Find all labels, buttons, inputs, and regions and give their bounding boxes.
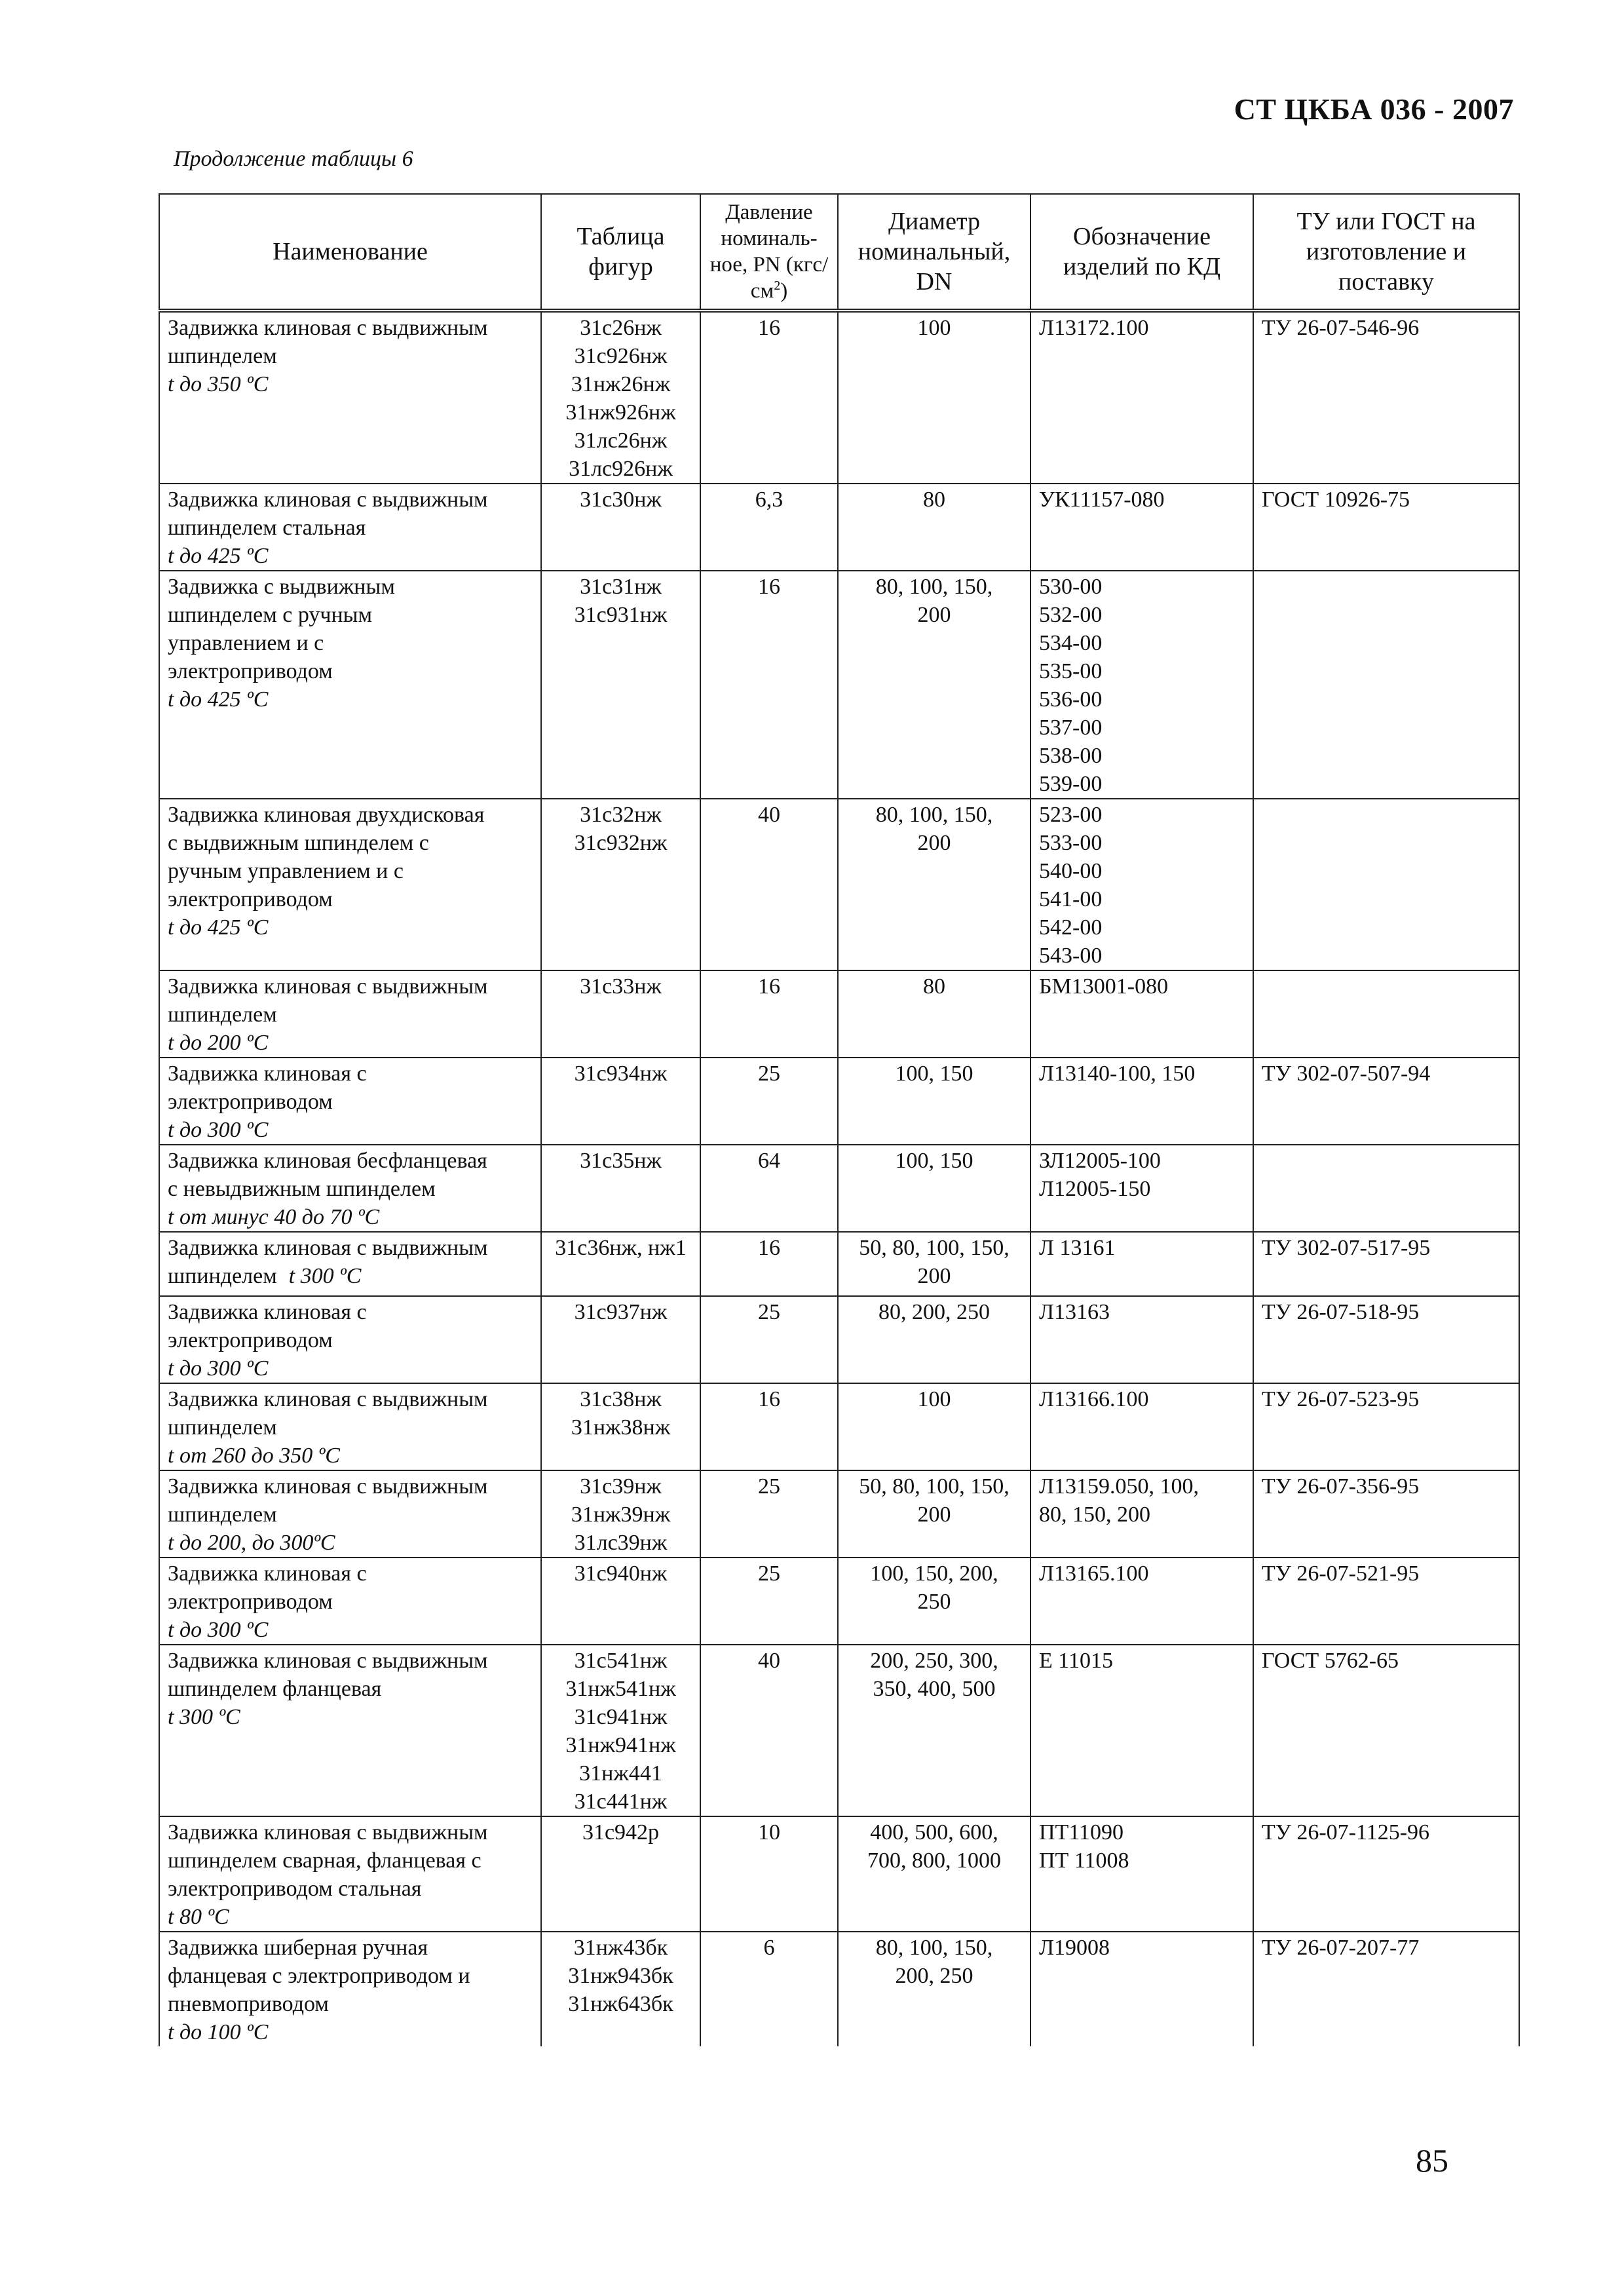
temperature-note: t до 350 ºC [168,372,269,396]
designation-line: 537-00 [1039,716,1103,740]
designation-line: УК11157-080 [1039,488,1165,512]
name-line: Задвижка клиновая с выдвижным [168,1387,488,1411]
cell-diameter [838,571,1030,799]
temperature-note: t от минус 40 до 70 ºC [168,1205,380,1229]
cell-diameter [838,970,1030,1058]
cell-name [159,1383,541,1470]
figure-code: 31с30нж [580,488,662,512]
cell-pressure: 25 [700,1296,838,1383]
diameter-line: 100, 150 [895,1062,973,1086]
figure-code: 31с39нж [580,1474,662,1499]
diameter-line: 80, 100, 150, [875,803,993,827]
name-line: шпинделем [168,1502,277,1527]
cell-diameter [838,311,1030,484]
designation-line: ПТ11090 [1039,1820,1124,1845]
cell-designation [1030,1232,1253,1296]
temperature-note: t до 100 ºC [168,2020,269,2044]
name-line: фланцевая с электроприводом и [168,1964,470,1988]
cell-name [159,1816,541,1932]
figure-code: 31нж441 [579,1761,662,1786]
designation-line: Л13163 [1039,1300,1110,1324]
name-line: Задвижка клиновая с выдвижным [168,1474,488,1499]
cell-pressure: 16 [700,311,838,484]
cell-pressure: 25 [700,1558,838,1645]
name-line [168,1262,533,1290]
name-line: шпинделем сварная, фланцевая с [168,1848,482,1873]
figure-code: 31нж26нж [571,372,671,396]
cell-diameter [838,799,1030,970]
name-line: электроприводом [168,1328,333,1352]
cell-standard: ТУ 26-07-518-95 [1253,1296,1519,1383]
cell-diameter [838,1296,1030,1383]
cell-diameter [838,1383,1030,1470]
diameter-line: 100, 150, 200, [870,1561,998,1586]
figure-code: 31с940нж [574,1561,668,1586]
temperature-note: t до 425 ºC [168,915,269,940]
cell-designation [1030,1932,1253,2046]
cell-diameter [838,1558,1030,1645]
cell-name [159,1932,541,2046]
temperature-note: t от 260 до 350 ºC [168,1444,340,1468]
name-line: электроприводом стальная [168,1877,422,1901]
name-line: шпинделем фланцевая [168,1677,382,1701]
figure-code: 31с942р [582,1820,660,1845]
cell-figures [541,1645,700,1816]
table-header-row [159,194,1519,311]
table-row [159,799,1519,970]
name-line: управлением и с [168,631,324,655]
document-code: СТ ЦКБА 036 - 2007 [1234,92,1514,126]
cell-standard: ГОСТ 5762-65 [1253,1645,1519,1816]
name-line: Задвижка шиберная ручная [168,1936,428,1960]
figure-code: 31с541нж [574,1649,668,1673]
cell-designation [1030,484,1253,571]
designation-line: 542-00 [1039,915,1103,940]
diameter-line: 80, 100, 150, [875,575,993,599]
figure-code: 31с31нж [580,575,662,599]
cell-name [159,1558,541,1645]
diameter-line: 80 [923,488,945,512]
cell-name [159,970,541,1058]
cell-designation [1030,1645,1253,1816]
cell-pressure: 16 [700,1232,838,1296]
table-row [159,1932,1519,2046]
figure-code: 31нж43бк [573,1936,668,1960]
cell-pressure: 6 [700,1932,838,2046]
figure-code: 31с931нж [574,603,668,627]
diameter-line: 200, 250 [895,1964,973,1988]
name-line: электроприводом [168,659,333,683]
table-row [159,1470,1519,1558]
table-row [159,1058,1519,1145]
cell-standard [1253,571,1519,799]
designation-line: 541-00 [1039,887,1103,911]
name-line: Задвижка клиновая бесфланцевая [168,1149,487,1173]
designation-line: 538-00 [1039,744,1103,768]
cell-pressure: 64 [700,1145,838,1232]
figure-code: 31с941нж [574,1705,668,1729]
designation-line: Л12005-150 [1039,1177,1151,1201]
designation-line: Л19008 [1039,1936,1110,1960]
name-line: Задвижка клиновая с [168,1561,367,1586]
figure-code: 31с926нж [574,344,668,368]
table-row [159,1145,1519,1232]
pressure-label-close: ) [780,279,788,303]
diameter-line: 200 [917,1502,951,1527]
cell-figures [541,1816,700,1932]
designation-line: 523-00 [1039,803,1103,827]
name-line: Задвижка клиновая с выдвижным [168,974,488,999]
figure-code: 31с35нж [580,1149,662,1173]
designation-line: Л13172.100 [1039,316,1149,340]
cell-diameter [838,1645,1030,1816]
cell-standard: ТУ 26-07-521-95 [1253,1558,1519,1645]
diameter-line: 200 [917,831,951,855]
cell-figures [541,1296,700,1383]
table-row [159,970,1519,1058]
table-caption: Продолжение таблицы 6 [174,147,413,171]
designation-line: 530-00 [1039,575,1103,599]
name-line: Задвижка клиновая с выдвижным [168,488,488,512]
figure-code: 31нж39нж [571,1502,671,1527]
designation-line: 532-00 [1039,603,1103,627]
valve-table [159,193,1520,2046]
designation-line: Л13165.100 [1039,1561,1149,1586]
designation-line: БМ13001-080 [1039,974,1169,999]
cell-designation [1030,1058,1253,1145]
designation-line: Л13166.100 [1039,1387,1149,1411]
diameter-line: 350, 400, 500 [873,1677,996,1701]
cell-pressure: 16 [700,1383,838,1470]
figure-code: 31с33нж [580,974,662,999]
designation-line: 534-00 [1039,631,1103,655]
cell-standard: ТУ 26-07-1125-96 [1253,1816,1519,1932]
pressure-label: Давление номиналь-ное, PN (кгс/см [709,201,829,303]
figure-code: 31с36нж, нж1 [555,1236,687,1260]
cell-name [159,1296,541,1383]
cell-figures [541,1145,700,1232]
diameter-line: 250 [917,1590,951,1614]
cell-standard: ТУ 302-07-517-95 [1253,1232,1519,1296]
diameter-line: 100, 150 [895,1149,973,1173]
name-line: шпинделем [168,1003,277,1027]
cell-figures [541,970,700,1058]
cell-pressure: 25 [700,1058,838,1145]
temperature-note: t 300 ºC [168,1705,240,1729]
cell-diameter [838,1145,1030,1232]
designation-line: 80, 150, 200 [1039,1502,1150,1527]
diameter-line: 80, 100, 150, [875,1936,993,1960]
diameter-line: 700, 800, 1000 [867,1848,1001,1873]
figure-code: 31с38нж [580,1387,662,1411]
table-row [159,484,1519,571]
name-line: электроприводом [168,887,333,911]
cell-name [159,1645,541,1816]
cell-name [159,1232,541,1296]
cell-diameter [838,484,1030,571]
figure-code: 31с32нж [580,803,662,827]
table-row [159,1558,1519,1645]
cell-pressure: 25 [700,1470,838,1558]
figure-code: 31лс39нж [574,1531,668,1555]
cell-designation [1030,1470,1253,1558]
cell-diameter [838,1932,1030,2046]
col-header-standard: ТУ или ГОСТ на изготовление и поставку [1253,194,1519,311]
pressure-unit-exponent: 2 [774,278,781,293]
designation-line: 536-00 [1039,687,1103,712]
cell-name [159,571,541,799]
col-header-name: Наименование [159,194,541,311]
temperature-note: t до 300 ºC [168,1118,269,1142]
name-line: шпинделем с ручным [168,603,373,627]
name-line: Задвижка клиновая с выдвижным [168,1236,488,1260]
figure-code: 31лс926нж [569,457,673,481]
cell-figures [541,1470,700,1558]
figure-code: 31с932нж [574,831,668,855]
cell-name [159,799,541,970]
cell-designation [1030,970,1253,1058]
designation-line: 535-00 [1039,659,1103,683]
designation-line: Л13159.050, 100, [1039,1474,1199,1499]
cell-standard [1253,1145,1519,1232]
table-row [159,1232,1519,1296]
cell-figures [541,1932,700,2046]
cell-designation [1030,1296,1253,1383]
cell-standard: ТУ 26-07-207-77 [1253,1932,1519,2046]
figure-code: 31с937нж [574,1300,668,1324]
cell-standard: ТУ 26-07-546-96 [1253,311,1519,484]
diameter-line: 200 [917,1264,951,1288]
diameter-line: 100 [917,316,951,340]
cell-standard [1253,970,1519,1058]
figure-code: 31с26нж [580,316,662,340]
cell-diameter [838,1470,1030,1558]
cell-figures [541,1058,700,1145]
cell-standard: ТУ 26-07-523-95 [1253,1383,1519,1470]
cell-pressure: 6,3 [700,484,838,571]
cell-name [159,484,541,571]
name-line: с выдвижным шпинделем с [168,831,429,855]
cell-designation [1030,311,1253,484]
col-header-pressure [700,194,838,311]
designation-line: 543-00 [1039,944,1103,968]
cell-diameter [838,1058,1030,1145]
name-line: Задвижка клиновая с [168,1062,367,1086]
figure-code: 31нж941нж [565,1733,676,1757]
cell-designation [1030,1558,1253,1645]
col-header-figure: Таблица фигур [541,194,700,311]
cell-name [159,311,541,484]
temperature-note: t до 300 ºC [168,1356,269,1381]
figure-code: 31нж38нж [571,1415,671,1440]
cell-designation [1030,1816,1253,1932]
name-line: Задвижка клиновая двухдисковая [168,803,485,827]
table-row [159,1383,1519,1470]
name-line: с невыдвижным шпинделем [168,1177,436,1201]
table-row [159,1296,1519,1383]
diameter-line: 200 [917,603,951,627]
name-line: Задвижка клиновая с [168,1300,367,1324]
designation-line: Л 13161 [1039,1236,1116,1260]
designation-line: 540-00 [1039,859,1103,883]
designation-line: ПТ 11008 [1039,1848,1129,1873]
temperature-note: t до 200 ºC [168,1031,269,1055]
page-number: 85 [1416,2142,1448,2179]
temperature-note: t до 200, до 300ºC [168,1531,335,1555]
diameter-line: 80 [923,974,945,999]
figure-code: 31лс26нж [574,429,668,453]
diameter-line: 100 [917,1387,951,1411]
temperature-note: t до 425 ºC [168,687,269,712]
table-row [159,571,1519,799]
temperature-note: t до 425 ºC [168,544,269,568]
name-line: Задвижка клиновая с выдвижным [168,1820,488,1845]
table-body [159,311,1519,2046]
name-line: шпинделем стальная [168,516,366,540]
figure-code: 31с441нж [574,1789,668,1814]
diameter-line: 80, 200, 250 [878,1300,990,1324]
cell-diameter [838,1232,1030,1296]
name-line: шпинделем [168,344,277,368]
cell-figures [541,1558,700,1645]
name-line: пневмоприводом [168,1992,329,2016]
figure-code: 31нж943бк [568,1964,673,1988]
diameter-line: 50, 80, 100, 150, [859,1236,1010,1260]
designation-line: Л13140-100, 150 [1039,1062,1196,1086]
cell-figures [541,484,700,571]
cell-pressure: 16 [700,571,838,799]
diameter-line: 50, 80, 100, 150, [859,1474,1010,1499]
designation-line: Е 11015 [1039,1649,1114,1673]
diameter-line: 400, 500, 600, [870,1820,998,1845]
name-line: Задвижка клиновая с выдвижным [168,316,488,340]
name-line: электроприводом [168,1090,333,1114]
cell-pressure: 40 [700,1645,838,1816]
name-line: Задвижка клиновая с выдвижным [168,1649,488,1673]
figure-code: 31нж541нж [565,1677,676,1701]
name-line: ручным управлением и с [168,859,404,883]
figure-code: 31с934нж [574,1062,668,1086]
cell-designation [1030,1145,1253,1232]
table-row [159,311,1519,484]
designation-line: 533-00 [1039,831,1103,855]
cell-pressure: 10 [700,1816,838,1932]
cell-name [159,1058,541,1145]
cell-name [159,1145,541,1232]
name-line: электроприводом [168,1590,333,1614]
temperature-note: t 80 ºC [168,1905,229,1929]
cell-standard: ГОСТ 10926-75 [1253,484,1519,571]
cell-figures [541,571,700,799]
cell-standard [1253,799,1519,970]
cell-pressure: 16 [700,970,838,1058]
cell-figures [541,311,700,484]
figure-code: 31нж926нж [565,400,676,425]
cell-figures [541,1232,700,1296]
diameter-line: 200, 250, 300, [870,1649,998,1673]
cell-diameter [838,1816,1030,1932]
designation-line: 539-00 [1039,772,1103,796]
table-row [159,1645,1519,1816]
temperature-note: t 300 ºC [288,1264,362,1288]
designation-line: ЗЛ12005-100 [1039,1149,1161,1173]
col-header-diameter: Диаметр номинальный, DN [838,194,1030,311]
cell-designation [1030,571,1253,799]
cell-figures [541,1383,700,1470]
cell-figures [541,799,700,970]
name-line: Задвижка с выдвижным [168,575,395,599]
col-header-designation: Обозначение изделий по КД [1030,194,1253,311]
table-row [159,1816,1519,1932]
cell-pressure: 40 [700,799,838,970]
cell-standard: ТУ 26-07-356-95 [1253,1470,1519,1558]
name-line: шпинделем [168,1415,277,1440]
cell-name [159,1470,541,1558]
figure-code: 31нж643бк [568,1992,673,2016]
name-fragment: шпинделем [168,1264,277,1288]
cell-standard: ТУ 302-07-507-94 [1253,1058,1519,1145]
cell-designation [1030,799,1253,970]
cell-designation [1030,1383,1253,1470]
temperature-note: t до 300 ºC [168,1618,269,1642]
